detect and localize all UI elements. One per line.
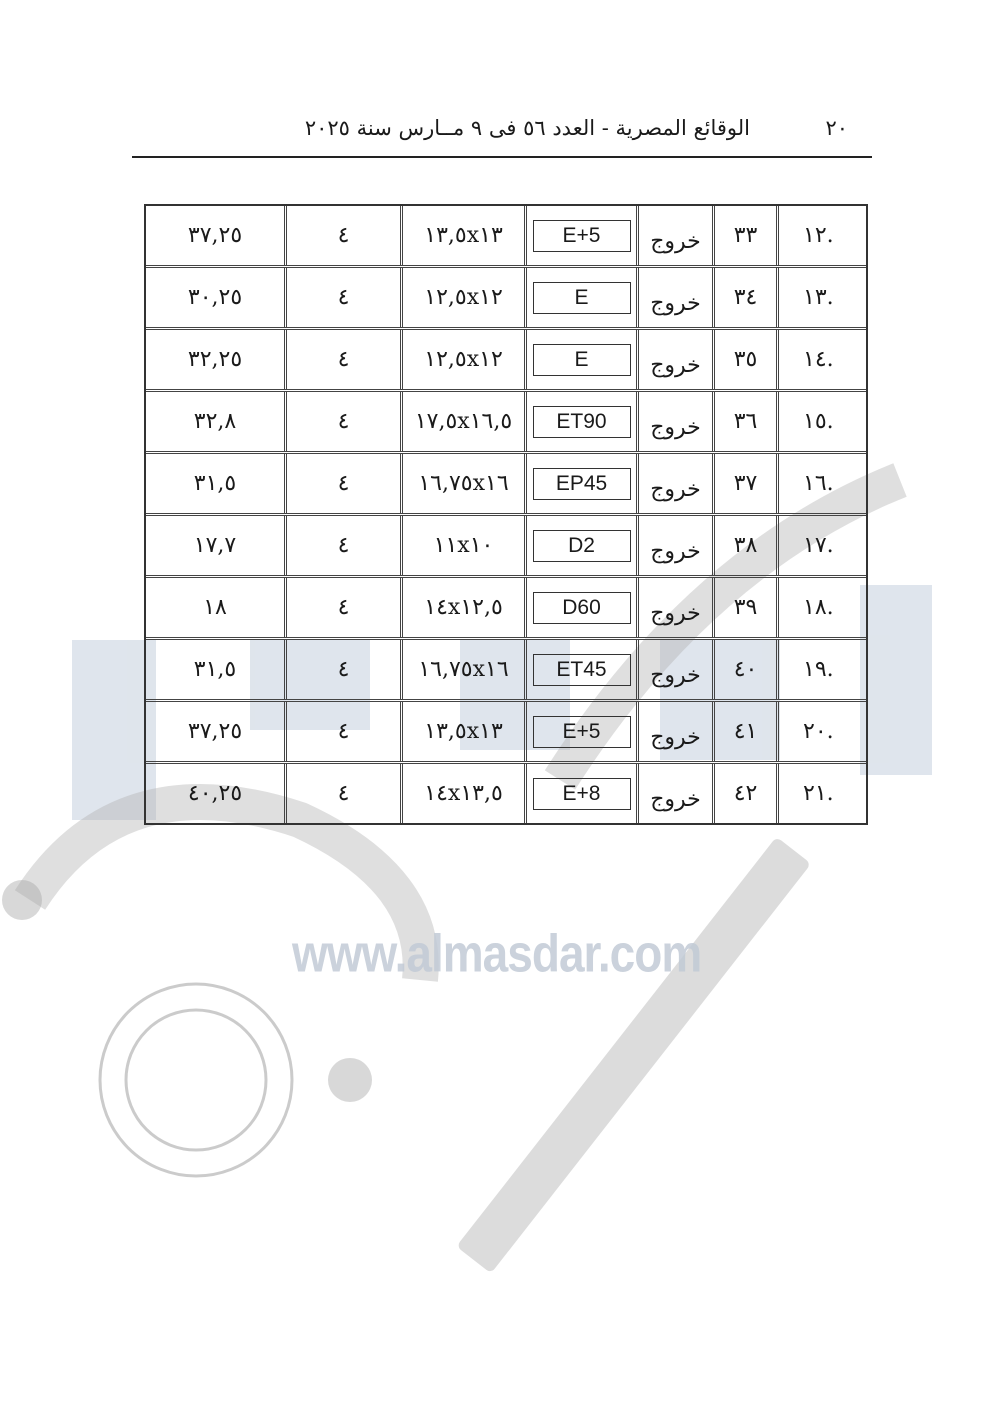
- total-value-cell: [146, 392, 284, 451]
- dimensions-cell: [400, 454, 524, 513]
- floor-number: ٣٣: [733, 223, 758, 248]
- total-value-cell: [146, 516, 284, 575]
- fitting-type: خروج: [650, 415, 701, 440]
- fitting-code-cell: [524, 764, 636, 823]
- fittings-table: [144, 204, 868, 825]
- row-number-cell: [776, 268, 866, 327]
- table-row: [146, 640, 866, 702]
- table-row: [146, 330, 866, 392]
- total-value: ٣٢,٨: [193, 409, 237, 434]
- quantity: ٤: [337, 409, 350, 434]
- total-value-cell: [146, 268, 284, 327]
- total-value: ٣٢,٢٥: [187, 347, 243, 372]
- row-number: .١٢: [803, 223, 834, 248]
- fitting-type: خروج: [650, 663, 701, 688]
- floor-number-cell: [712, 516, 776, 575]
- fitting-type: خروج: [650, 539, 701, 564]
- floor-number: ٣٨: [733, 533, 758, 558]
- fitting-code: ET90: [533, 406, 631, 438]
- floor-number-cell: [712, 640, 776, 699]
- fitting-type-cell: [636, 702, 712, 761]
- dimensions: ١٦,٧٥x١٦: [418, 657, 509, 682]
- floor-number: ٤٢: [733, 781, 758, 806]
- dimensions: ١٤x١٢,٥: [424, 595, 503, 620]
- fitting-type: خروج: [650, 725, 701, 750]
- fitting-code: D60: [533, 592, 631, 624]
- fitting-code-cell: [524, 454, 636, 513]
- fitting-type-cell: [636, 764, 712, 823]
- fitting-code: E+5: [533, 220, 631, 252]
- total-value: ٣٧,٢٥: [187, 223, 243, 248]
- watermark-letter-block: [860, 585, 932, 775]
- total-value: ٣١,٥: [193, 471, 237, 496]
- fitting-type-cell: [636, 454, 712, 513]
- table-row: [146, 268, 866, 330]
- watermark-dot: [2, 880, 42, 920]
- quantity: ٤: [337, 347, 350, 372]
- fitting-code: ET45: [533, 654, 631, 686]
- fitting-code-cell: [524, 206, 636, 265]
- floor-number-cell: [712, 578, 776, 637]
- floor-number: ٣٦: [733, 409, 758, 434]
- dimensions: ١١x١٠: [433, 533, 494, 558]
- watermark-diagonal-text-band: [456, 837, 811, 1274]
- dimensions: ١٣,٥x١٣: [424, 719, 503, 744]
- dimensions: ١٤x١٣,٥: [424, 781, 503, 806]
- dimensions: ١٢,٥x١٢: [424, 347, 503, 372]
- stamp-seal-inner: [126, 1010, 266, 1150]
- row-number-cell: [776, 454, 866, 513]
- floor-number: ٤٠: [733, 657, 758, 682]
- header-divider: [132, 156, 872, 158]
- fitting-code-cell: [524, 702, 636, 761]
- row-number: .١٣: [803, 285, 834, 310]
- floor-number-cell: [712, 330, 776, 389]
- floor-number-cell: [712, 454, 776, 513]
- fitting-type: خروج: [650, 601, 701, 626]
- fitting-type: خروج: [650, 787, 701, 812]
- quantity: ٤: [337, 657, 350, 682]
- quantity-cell: [284, 702, 400, 761]
- row-number: .١٤: [803, 347, 834, 372]
- row-number: .١٨: [803, 595, 834, 620]
- watermark-swoosh: [30, 802, 421, 980]
- quantity-cell: [284, 516, 400, 575]
- floor-number: ٣٥: [733, 347, 758, 372]
- page-number: ٢٠: [825, 116, 848, 140]
- fitting-code: E+5: [533, 716, 631, 748]
- dimensions-cell: [400, 392, 524, 451]
- table-row: [146, 206, 866, 268]
- fitting-type: خروج: [650, 353, 701, 378]
- fitting-type-cell: [636, 392, 712, 451]
- quantity: ٤: [337, 285, 350, 310]
- fitting-code-cell: [524, 516, 636, 575]
- quantity: ٤: [337, 719, 350, 744]
- row-number-cell: [776, 640, 866, 699]
- quantity-cell: [284, 268, 400, 327]
- fitting-type-cell: [636, 330, 712, 389]
- fitting-code-cell: [524, 392, 636, 451]
- quantity-cell: [284, 206, 400, 265]
- row-number-cell: [776, 516, 866, 575]
- row-number: .٢١: [803, 781, 834, 806]
- floor-number-cell: [712, 702, 776, 761]
- total-value: ٣١,٥: [193, 657, 237, 682]
- dimensions-cell: [400, 640, 524, 699]
- quantity: ٤: [337, 471, 350, 496]
- total-value-cell: [146, 578, 284, 637]
- dimensions-cell: [400, 516, 524, 575]
- floor-number: ٣٤: [733, 285, 758, 310]
- row-number-cell: [776, 206, 866, 265]
- total-value-cell: [146, 330, 284, 389]
- floor-number-cell: [712, 206, 776, 265]
- watermark-url: www.almasdar.com: [292, 923, 702, 983]
- quantity: ٤: [337, 223, 350, 248]
- page-header: [132, 112, 872, 152]
- total-value-cell: [146, 640, 284, 699]
- floor-number-cell: [712, 764, 776, 823]
- row-number-cell: [776, 702, 866, 761]
- floor-number-cell: [712, 268, 776, 327]
- fitting-type-cell: [636, 206, 712, 265]
- fitting-code: E: [533, 344, 631, 376]
- stamp-seal-outer: [100, 984, 292, 1176]
- dimensions: ١٦,٧٥x١٦: [418, 471, 509, 496]
- dimensions-cell: [400, 578, 524, 637]
- row-number: .١٧: [803, 533, 834, 558]
- quantity-cell: [284, 578, 400, 637]
- quantity: ٤: [337, 533, 350, 558]
- dimensions-cell: [400, 330, 524, 389]
- total-value-cell: [146, 206, 284, 265]
- fitting-type-cell: [636, 640, 712, 699]
- page-title: الوقائع المصرية - العدد ٥٦ فى ٩ مــارس سنة ٢٠٢٥: [304, 116, 750, 140]
- total-value: ٣٠,٢٥: [187, 285, 243, 310]
- fitting-type: خروج: [650, 229, 701, 254]
- table-row: [146, 516, 866, 578]
- floor-number: ٣٩: [733, 595, 758, 620]
- row-number-cell: [776, 392, 866, 451]
- fitting-code: E: [533, 282, 631, 314]
- fitting-code-cell: [524, 578, 636, 637]
- quantity: ٤: [337, 595, 350, 620]
- row-number: .٢٠: [803, 719, 834, 744]
- fitting-type: خروج: [650, 291, 701, 316]
- quantity-cell: [284, 454, 400, 513]
- quantity-cell: [284, 764, 400, 823]
- total-value: ١٨: [203, 595, 227, 620]
- total-value-cell: [146, 702, 284, 761]
- table-row: [146, 392, 866, 454]
- table-row: [146, 702, 866, 764]
- fitting-type-cell: [636, 516, 712, 575]
- dimensions-cell: [400, 764, 524, 823]
- total-value-cell: [146, 454, 284, 513]
- quantity-cell: [284, 640, 400, 699]
- fitting-code-cell: [524, 640, 636, 699]
- floor-number: ٣٧: [733, 471, 758, 496]
- row-number: .١٥: [803, 409, 834, 434]
- quantity: ٤: [337, 781, 350, 806]
- fitting-code-cell: [524, 268, 636, 327]
- row-number-cell: [776, 330, 866, 389]
- row-number-cell: [776, 578, 866, 637]
- table-row: [146, 578, 866, 640]
- quantity-cell: [284, 392, 400, 451]
- table-row: [146, 764, 866, 823]
- dimensions: ١٢,٥x١٢: [424, 285, 503, 310]
- fitting-code-cell: [524, 330, 636, 389]
- quantity-cell: [284, 330, 400, 389]
- table-row: [146, 454, 866, 516]
- fitting-type-cell: [636, 578, 712, 637]
- total-value: ١٧,٧: [193, 533, 237, 558]
- fitting-type-cell: [636, 268, 712, 327]
- dimensions-cell: [400, 268, 524, 327]
- row-number-cell: [776, 764, 866, 823]
- fitting-type: خروج: [650, 477, 701, 502]
- fitting-code: EP45: [533, 468, 631, 500]
- total-value: ٤٠,٢٥: [187, 781, 243, 806]
- floor-number: ٤١: [733, 719, 758, 744]
- dimensions: ١٣,٥x١٣: [424, 223, 503, 248]
- dimensions-cell: [400, 702, 524, 761]
- watermark-dot: [328, 1058, 372, 1102]
- fitting-code: E+8: [533, 778, 631, 810]
- row-number: .١٦: [803, 471, 834, 496]
- total-value: ٣٧,٢٥: [187, 719, 243, 744]
- floor-number-cell: [712, 392, 776, 451]
- dimensions: ١٧,٥x١٦,٥: [414, 409, 513, 434]
- dimensions-cell: [400, 206, 524, 265]
- fitting-code: D2: [533, 530, 631, 562]
- total-value-cell: [146, 764, 284, 823]
- row-number: .١٩: [803, 657, 834, 682]
